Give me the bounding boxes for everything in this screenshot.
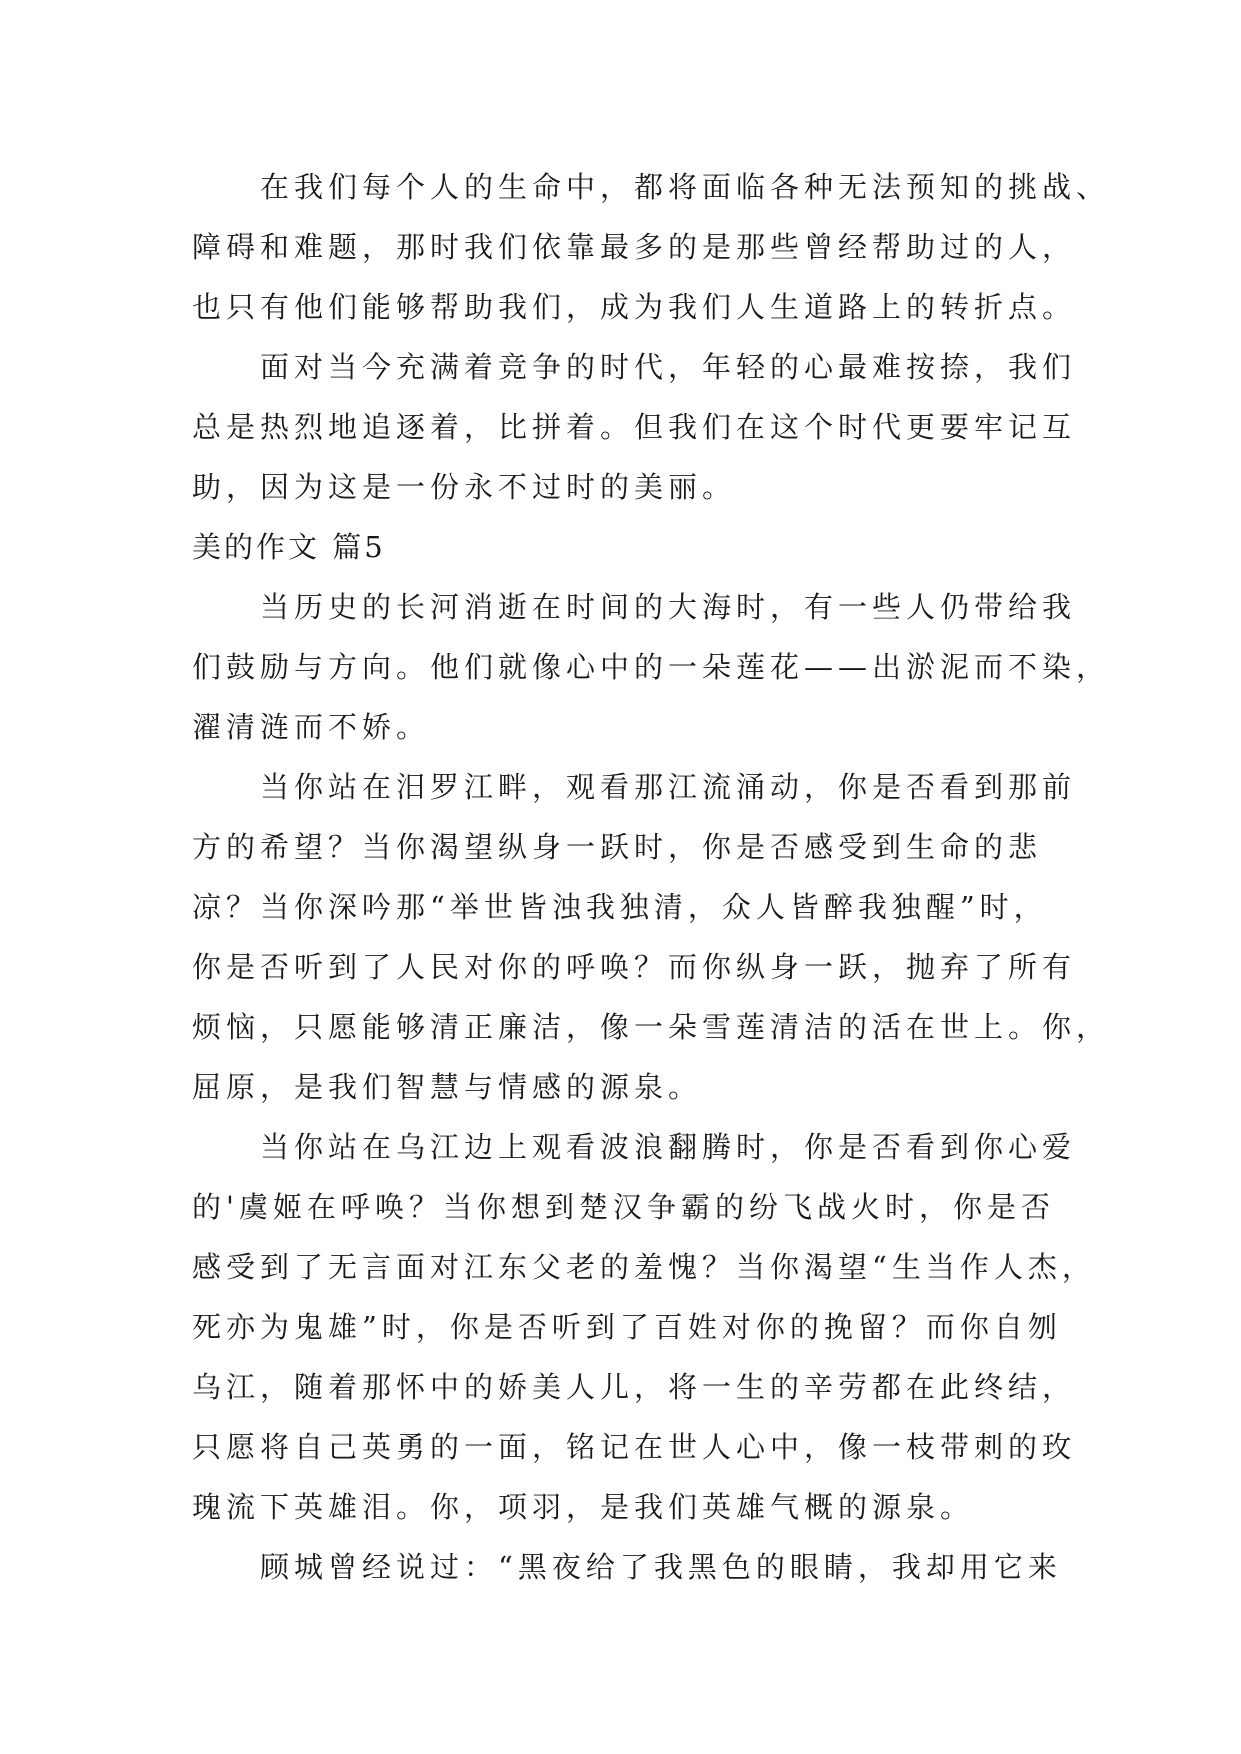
document-body [192,157,1111,1597]
paragraph-line: 烦恼，只愿能够清正廉洁，像一朵雪莲清洁的活在世上。你， [192,1010,1111,1044]
paragraph-line: 顾城曾经说过：“黑夜给了我黑色的眼睛，我却用它来 [260,1550,1062,1584]
paragraph-line: 只愿将自己英勇的一面，铭记在世人心中，像一枝带刺的玫 [192,1430,1077,1464]
paragraph-line: 屈原，是我们智慧与情感的源泉。 [192,1070,703,1104]
paragraph-line: 在我们每个人的生命中，都将面临各种无法预知的挑战、 [260,170,1111,204]
paragraph-line: 当你站在乌江边上观看波浪翻腾时，你是否看到你心爱 [260,1130,1077,1164]
paragraph-line: 面对当今充满着竞争的时代，年轻的心最难按捺，我们 [260,350,1077,384]
paragraph-line: 死亦为鬼雄”时，你是否听到了百姓对你的挽留？而你自刎 [192,1310,1062,1344]
paragraph-line: 的'虞姬在呼唤？当你想到楚汉争霸的纷飞战火时，你是否 [192,1190,1055,1224]
paragraph-line: 当历史的长河消逝在时间的大海时，有一些人仍带给我 [260,590,1077,624]
paragraph-line: 也只有他们能够帮助我们，成为我们人生道路上的转折点。 [192,290,1077,324]
paragraph-line: 方的希望？当你渴望纵身一跃时，你是否感受到生命的悲 [192,830,1043,864]
paragraph-line: 瑰流下英雄泪。你，项羽，是我们英雄气概的源泉。 [192,1490,975,1524]
section-heading: 美的作文 篇5 [192,530,386,564]
paragraph-line: 当你站在汨罗江畔，观看那江流涌动，你是否看到那前 [260,770,1077,804]
paragraph-line: 乌江，随着那怀中的娇美人儿，将一生的辛劳都在此终结， [192,1370,1077,1404]
paragraph-line: 助，因为这是一份永不过时的美丽。 [192,470,737,504]
paragraph-line: 障碍和难题，那时我们依靠最多的是那些曾经帮助过的人， [192,230,1077,264]
paragraph-line: 你是否听到了人民对你的呼唤？而你纵身一跃，抛弃了所有 [192,950,1077,984]
paragraph-line: 们鼓励与方向。他们就像心中的一朵莲花——出淤泥而不染， [192,650,1111,684]
paragraph-line: 感受到了无言面对江东父老的羞愧？当你渴望“生当作人杰， [192,1250,1096,1284]
paragraph-line: 总是热烈地追逐着，比拼着。但我们在这个时代更要牢记互 [192,410,1077,444]
paragraph-line: 濯清涟而不娇。 [192,710,431,744]
paragraph-line: 凉？当你深吟那“举世皆浊我独清，众人皆醉我独醒”时， [192,890,1048,924]
